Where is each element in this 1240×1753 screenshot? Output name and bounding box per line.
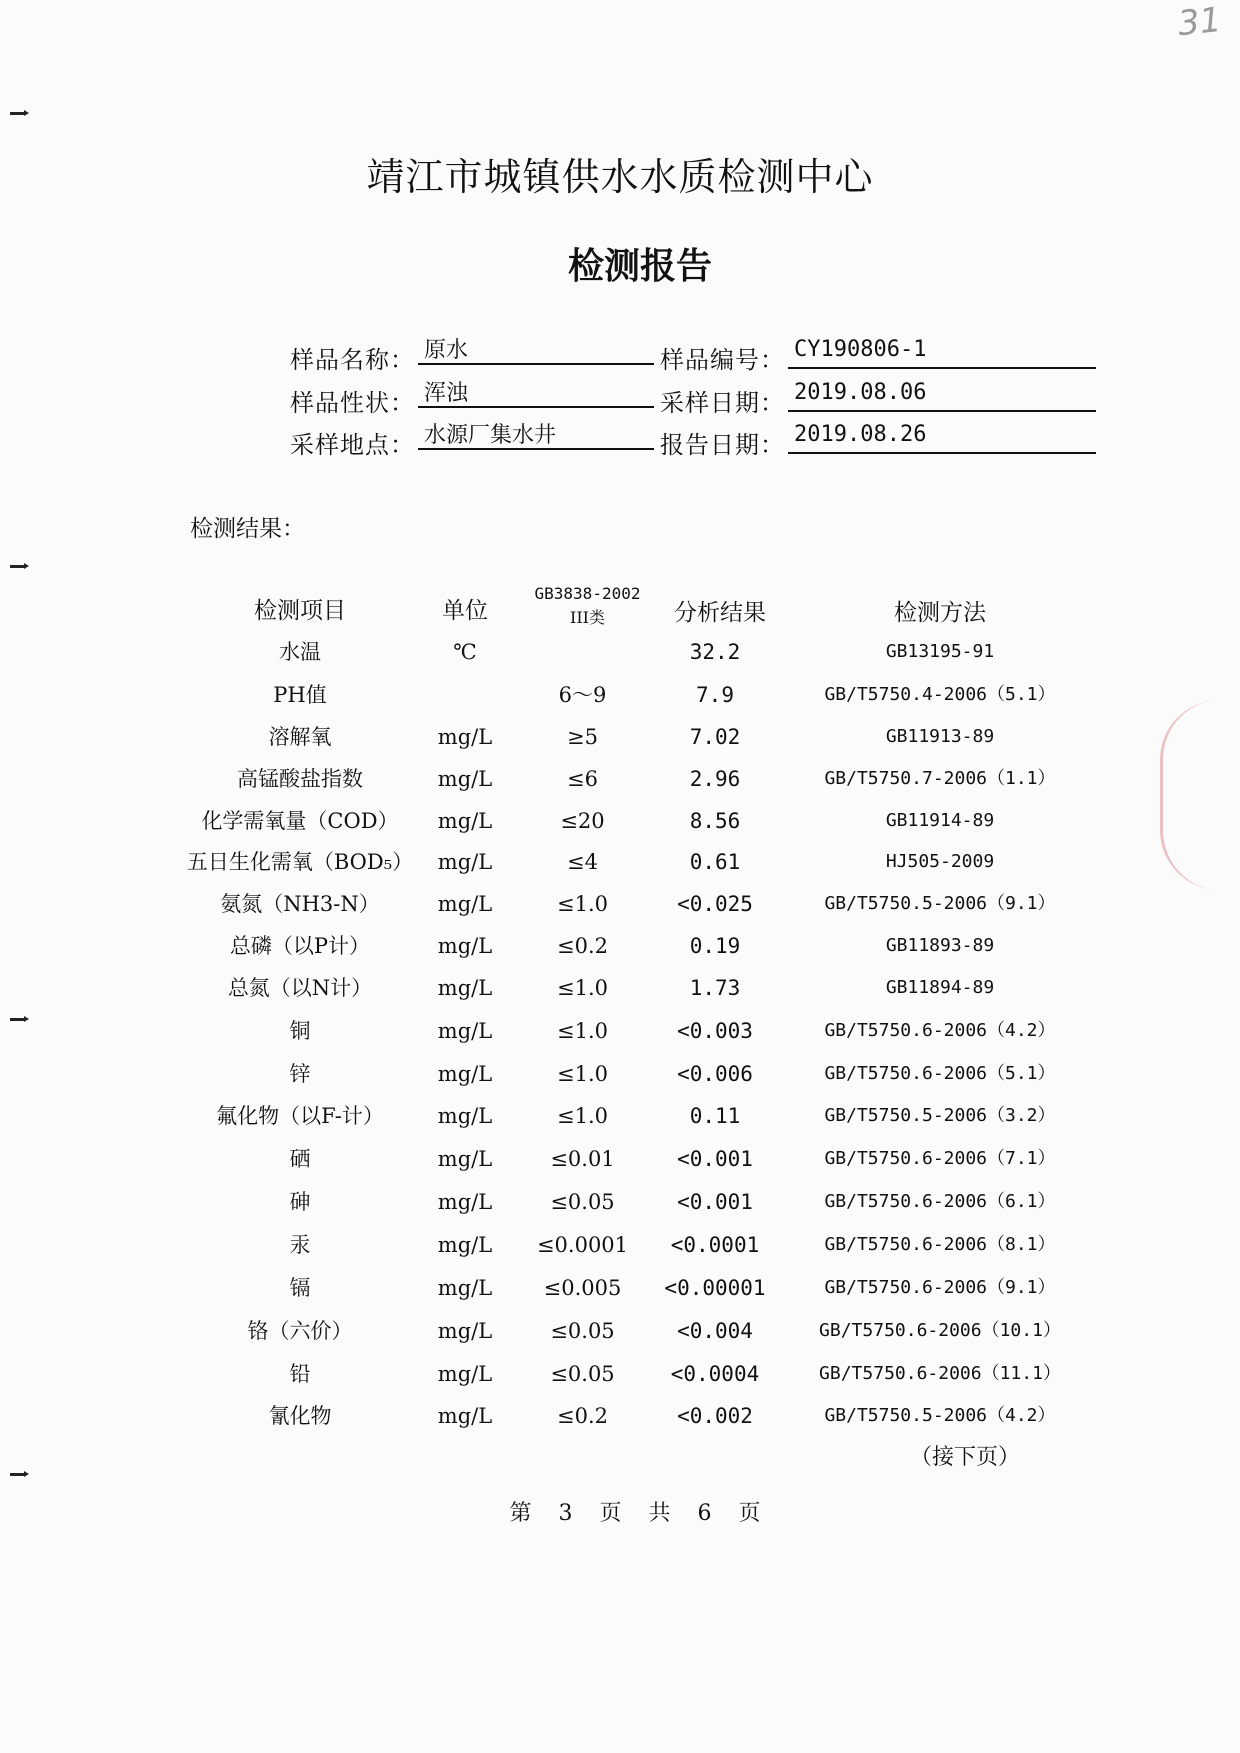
cell-standard: ≤0.0001: [536, 1233, 629, 1257]
cell-result: 0.19: [689, 934, 741, 958]
cell-item: 氟化物（以F-计）: [216, 1104, 384, 1128]
cell-result: <0.0004: [670, 1362, 760, 1386]
sampling-date-value: 2019.08.06: [788, 380, 1096, 412]
cell-result: <0.002: [677, 1404, 753, 1428]
binding-hole-mark: [10, 565, 26, 568]
table-row: [0, 1270, 1240, 1312]
cell-unit: mg/L: [437, 809, 493, 833]
organization-title: 靖江市城镇供水水质检测中心: [366, 155, 874, 199]
sample-name-value: 原水: [418, 333, 654, 365]
cell-standard: 6～9: [558, 683, 607, 707]
cell-standard: ≤0.2: [557, 934, 608, 958]
footer-gong: 共: [648, 1501, 671, 1526]
table-row: [0, 970, 1240, 1012]
cell-method: GB13195-91: [885, 641, 995, 662]
handwritten-page-mark: 31: [1176, 0, 1224, 45]
cell-method: GB/T5750.6-2006（6.1）: [824, 1191, 1056, 1212]
cell-standard: ≤1.0: [557, 1062, 608, 1086]
table-row: [0, 1141, 1240, 1183]
cell-item: 砷: [289, 1190, 311, 1214]
cell-method: GB/T5750.5-2006（9.1）: [824, 893, 1056, 914]
cell-result: <0.001: [677, 1147, 753, 1171]
table-row: [0, 1313, 1240, 1355]
cell-result: <0.006: [677, 1062, 753, 1086]
cell-item: 氰化物: [268, 1404, 332, 1428]
cell-item: 总氮（以N计）: [227, 976, 373, 1000]
cell-item: 硒: [289, 1147, 311, 1171]
cell-standard: ≤1.0: [557, 1019, 608, 1043]
footer-page-number: 3: [558, 1501, 573, 1526]
footer-ye2: 页: [738, 1501, 761, 1526]
cell-standard: ≤0.05: [550, 1319, 615, 1343]
cell-unit: mg/L: [437, 1362, 493, 1386]
sample-trait-value: 浑浊: [418, 376, 654, 408]
cell-method: GB/T5750.4-2006（5.1）: [824, 684, 1056, 705]
cell-item: 锌: [289, 1062, 311, 1086]
cell-result: <0.0001: [670, 1233, 760, 1257]
cell-method: GB/T5750.6-2006（8.1）: [824, 1234, 1056, 1255]
cell-unit: mg/L: [437, 767, 493, 791]
column-header-result: 分析结果: [674, 600, 766, 626]
cell-unit: ℃: [453, 640, 477, 664]
cell-unit: mg/L: [437, 1190, 493, 1214]
table-row: [0, 1356, 1240, 1398]
cell-method: GB/T5750.5-2006（4.2）: [824, 1405, 1056, 1426]
cell-result: 0.11: [689, 1104, 741, 1128]
cell-result: 7.02: [689, 725, 741, 749]
page-footer: [0, 1496, 1240, 1527]
cell-standard: ≤1.0: [557, 892, 608, 916]
table-row: [0, 1013, 1240, 1055]
cell-standard: ≤1.0: [557, 976, 608, 1000]
cell-standard: ≥5: [567, 725, 598, 749]
cell-result: 0.61: [689, 850, 741, 874]
cell-method: GB/T5750.5-2006（3.2）: [824, 1105, 1056, 1126]
cell-item: 铬（六价）: [247, 1319, 353, 1343]
cell-result: <0.003: [677, 1019, 753, 1043]
cell-standard: ≤0.05: [550, 1362, 615, 1386]
cell-unit: mg/L: [437, 850, 493, 874]
cell-item: 汞: [289, 1233, 311, 1257]
table-row: [0, 1098, 1240, 1140]
sample-no-label: 样品编号：: [660, 346, 785, 374]
cell-standard: ≤0.01: [550, 1147, 615, 1171]
report-date-label: 报告日期：: [660, 431, 785, 459]
cell-item: 总磷（以P计）: [229, 934, 371, 958]
binding-hole-mark: [10, 1473, 26, 1476]
cell-item: 氨氮（NH3-N）: [220, 892, 380, 916]
cell-unit: mg/L: [437, 976, 493, 1000]
table-row: [0, 844, 1240, 886]
cell-result: 1.73: [689, 976, 741, 1000]
report-title: 检测报告: [567, 245, 712, 287]
cell-standard: ≤1.0: [557, 1104, 608, 1128]
sample-name-label: 样品名称：: [290, 346, 415, 374]
cell-standard: ≤0.05: [550, 1190, 615, 1214]
cell-method: GB/T5750.7-2006（1.1）: [824, 768, 1056, 789]
cell-result: <0.00001: [664, 1276, 766, 1300]
cell-result: <0.025: [677, 892, 753, 916]
table-row: [0, 1184, 1240, 1226]
cell-result: 8.56: [689, 809, 741, 833]
table-row: [0, 761, 1240, 803]
table-row: [0, 677, 1240, 719]
cell-result: 32.2: [689, 640, 741, 664]
cell-item: PH值: [273, 683, 327, 707]
cell-standard: ≤20: [560, 809, 605, 833]
cell-method: GB11914-89: [885, 810, 995, 831]
sampling-site-label: 采样地点：: [290, 431, 415, 459]
cell-standard: ≤0.2: [557, 1404, 608, 1428]
cell-standard: ≤6: [567, 767, 598, 791]
sample-no-value: CY190806-1: [788, 337, 1096, 369]
column-header-item: 检测项目: [254, 598, 346, 624]
cell-item: 铜: [289, 1019, 311, 1043]
table-row: [0, 1056, 1240, 1098]
column-header-standard-line2: III类: [570, 608, 605, 627]
footer-di: 第: [509, 1501, 532, 1526]
cell-item: 水温: [279, 640, 321, 664]
sampling-date-label: 采样日期：: [660, 389, 785, 417]
cell-method: GB11894-89: [885, 977, 995, 998]
cell-unit: mg/L: [437, 934, 493, 958]
table-row: [0, 928, 1240, 970]
footer-ye: 页: [599, 1501, 622, 1526]
cell-method: GB/T5750.6-2006（4.2）: [824, 1020, 1056, 1041]
column-header-unit: 单位: [442, 598, 488, 624]
cell-method: GB/T5750.6-2006（10.1）: [819, 1320, 1061, 1341]
cell-result: <0.001: [677, 1190, 753, 1214]
table-row: [0, 634, 1240, 676]
cell-unit: mg/L: [437, 1233, 493, 1257]
cell-unit: mg/L: [437, 725, 493, 749]
cell-method: HJ505-2009: [885, 851, 995, 872]
cell-item: 溶解氧: [268, 725, 332, 749]
table-row: [0, 1398, 1240, 1440]
cell-unit: mg/L: [437, 1147, 493, 1171]
cell-method: GB11893-89: [885, 935, 995, 956]
cell-method: GB/T5750.6-2006（7.1）: [824, 1148, 1056, 1169]
cell-item: 镉: [289, 1276, 311, 1300]
cell-result: <0.004: [677, 1319, 753, 1343]
report-date-value: 2019.08.26: [788, 422, 1096, 454]
cell-unit: mg/L: [437, 1019, 493, 1043]
cell-unit: mg/L: [437, 1404, 493, 1428]
cell-result: 7.9: [696, 683, 734, 707]
continued-next-page: （接下页）: [910, 1445, 1021, 1470]
sampling-site-value: 水源厂集水井: [418, 418, 654, 450]
table-row: [0, 886, 1240, 928]
cell-item: 五日生化需氧（BOD₅）: [186, 850, 414, 874]
results-section-label: 检测结果：: [190, 516, 305, 542]
cell-method: GB/T5750.6-2006（9.1）: [824, 1277, 1056, 1298]
column-header-standard-line1: GB3838-2002: [534, 584, 641, 603]
cell-item: 高锰酸盐指数: [237, 767, 363, 791]
cell-result: 2.96: [689, 767, 741, 791]
cell-unit: mg/L: [437, 1062, 493, 1086]
table-row: [0, 803, 1240, 845]
cell-item: 化学需氧量（COD）: [201, 809, 399, 833]
table-row: [0, 1227, 1240, 1269]
cell-unit: mg/L: [437, 892, 493, 916]
binding-hole-mark: [10, 112, 26, 115]
cell-standard: ≤0.005: [543, 1276, 622, 1300]
cell-item: 铅: [289, 1362, 311, 1386]
table-row: [0, 719, 1240, 761]
cell-method: GB/T5750.6-2006（5.1）: [824, 1063, 1056, 1084]
footer-total-pages: 6: [697, 1501, 712, 1526]
sample-trait-label: 样品性状：: [290, 389, 415, 417]
column-header-method: 检测方法: [894, 600, 986, 626]
cell-unit: mg/L: [437, 1276, 493, 1300]
cell-unit: mg/L: [437, 1319, 493, 1343]
cell-unit: mg/L: [437, 1104, 493, 1128]
cell-standard: ≤4: [567, 850, 598, 874]
cell-method: GB11913-89: [885, 726, 995, 747]
cell-method: GB/T5750.6-2006（11.1）: [819, 1363, 1061, 1384]
